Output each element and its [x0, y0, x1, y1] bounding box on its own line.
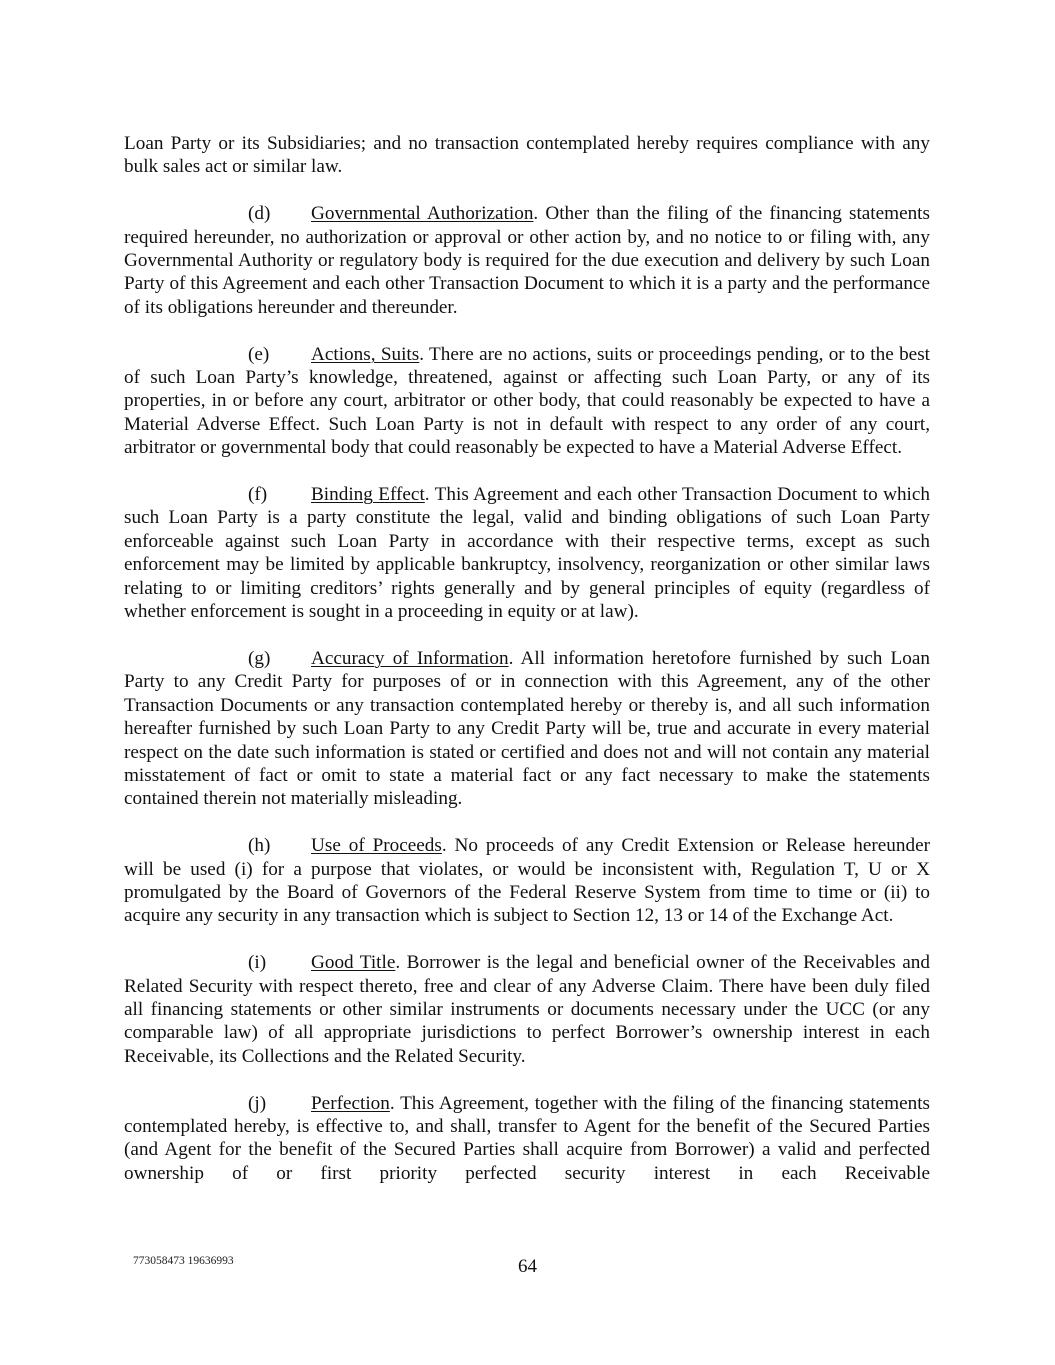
section-heading: Binding Effect: [311, 484, 425, 506]
paragraph-text: . All information heretofore furnished by such Loan Party to any Credit Party for purposes of or in connection with this Agreement, any of the other Transaction Documents or any transaction contemplated hereby or thereby is, and all such information hereafter furnished by such Loan Party to any Credit Party will be, true and accurate in every material respect on the date such information is stated or certified and does not and will not contain any material misstatement of fact or omit to state a material fact or any fact necessary to make the statements contained therein not materially misleading.: [124, 647, 930, 810]
section-label: (f): [248, 484, 268, 506]
paragraph-text: . No proceeds of any Credit Extension or Release hereunder will be used (i) for a purpose that violates, or would be inconsistent with, Regulation T, U or X promulgated by the Board of Governors of the Federal Reserve System from time to time or (ii) to acquire any security in any transaction which is subject to Section 12, 13 or 14 of the Exchange Act.: [124, 835, 930, 927]
section-heading: Actions, Suits: [311, 343, 420, 365]
section-label: (g): [248, 647, 271, 669]
paragraph-text: . This Agreement and each other Transaction Document to which such Loan Party is a party constitute the legal, valid and binding obligations of such Loan Party enforceable against such Loan Party in accordance with their respective terms, except as such enforcement may be limited by applicable bankruptcy, insolvency, reorganization or other similar laws relating to or limiting creditors’ rights generally and by general principles of equity (regardless of whether enforcement is sought in a proceeding in equity or at law).: [124, 484, 930, 623]
footer-document-id: 773058473 19636993: [133, 1255, 234, 1267]
paragraph-d-governmental-authorization: [124, 202, 930, 319]
paragraph-g-accuracy-of-information: [124, 647, 930, 811]
section-heading: Perfection: [311, 1092, 390, 1114]
paragraph-text: . Other than the filing of the financing statements required hereunder, no authorization or approval or other action by, and no notice to or filing with, any Governmental Authority or regulatory body is required for the due execution and delivery by such Loan Party of this Agreement and each other Transaction Document to which it is a party and the performance of its obligations hereunder and thereunder.: [124, 203, 930, 318]
page-number-container: [0, 1256, 1055, 1278]
section-heading: Good Title: [311, 952, 396, 974]
section-label: (j): [248, 1092, 267, 1114]
section-label: (h): [248, 835, 271, 857]
paragraph-f-binding-effect: [124, 483, 930, 623]
paragraph-continuation: [124, 132, 930, 179]
paragraph-text: . There are no actions, suits or proceedings pending, or to the best of such Loan Party’s knowledge, threatened, against or affecting such Loan Party, or any of its properties, in or before any court, arbitrator or other body, that could reasonably be expected to have a Material Adverse Effect. Such Loan Party is not in default with respect to any order of any court, arbitrator or governmental body that could reasonably be expected to have a Material Adverse Effect.: [124, 343, 930, 459]
page-number: 64: [518, 1256, 537, 1277]
paragraph-e-actions-suits: [124, 343, 930, 460]
paragraph-i-good-title: [124, 951, 930, 1068]
paragraph-text: . Borrower is the legal and beneficial owner of the Receivables and Related Security with respect thereto, free and clear of any Adverse Claim. There have been duly filed all financing statements or other similar instruments or documents necessary under the UCC (or any comparable law) of all appropriate jurisdictions to perfect Borrower’s ownership interest in each Receivable, its Collections and the Related Security.: [124, 952, 930, 1067]
section-label: (d): [248, 203, 271, 225]
document-body: [124, 132, 930, 1209]
paragraph-j-perfection: [124, 1092, 930, 1186]
section-label: (e): [248, 343, 270, 365]
section-label: (i): [248, 952, 267, 974]
paragraph-text: Loan Party or its Subsidiaries; and no transaction contemplated hereby requires compliance with any bulk sales act or similar law.: [124, 133, 930, 178]
section-heading: Accuracy of Information: [311, 647, 509, 669]
section-heading: Governmental Authorization: [311, 203, 534, 225]
section-heading: Use of Proceeds: [311, 835, 442, 857]
paragraph-text: . This Agreement, together with the filing of the financing statements contemplated hereby, is effective to, and shall, transfer to Agent for the benefit of the Secured Parties (and Agent for the benefit of the Secured Parties shall acquire from Borrower) a valid and perfected ownership of or first priority perfected security interest in each Receivable: [124, 1092, 930, 1184]
paragraph-h-use-of-proceeds: [124, 834, 930, 928]
